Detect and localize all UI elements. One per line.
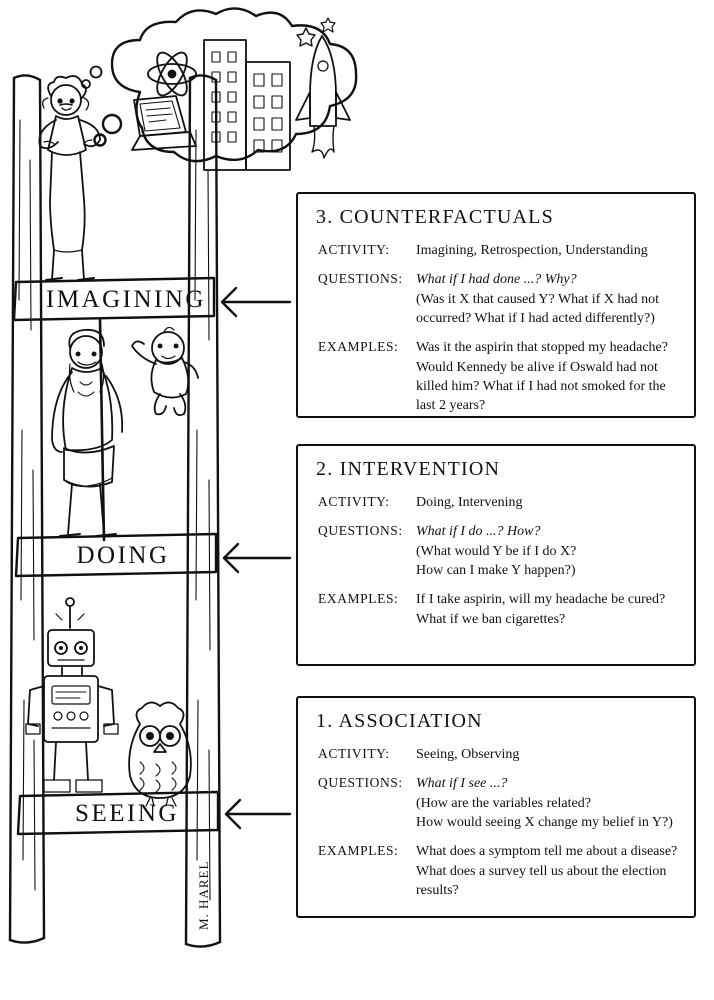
- row-examples: [312, 338, 680, 415]
- question-sub-1: (What would Y be if I do X?: [416, 543, 577, 559]
- example-2: What if we ban cigarettes?: [416, 611, 566, 627]
- rung-label-seeing: SEEING: [75, 800, 179, 827]
- rung-label-doing: DOING: [76, 542, 170, 569]
- row-questions: [312, 774, 680, 832]
- artist-signature: M. HAREL: [196, 860, 211, 930]
- row-key-examples: EXAMPLES:: [318, 591, 399, 607]
- row-value-questions: [416, 522, 680, 580]
- panel-title-association: 1. ASSOCIATION: [316, 710, 483, 732]
- row-key-examples: EXAMPLES:: [318, 339, 399, 355]
- row-questions: [312, 522, 680, 580]
- panel-title-counterfactuals: 3. COUNTERFACTUALS: [316, 206, 554, 228]
- row-activity: [312, 241, 680, 260]
- panel-counterfactuals: [296, 192, 696, 418]
- row-value-examples: What does a symptom tell me about a disease? What does a survey tell us about the election results?: [416, 844, 678, 898]
- row-activity: [312, 493, 680, 512]
- row-value-activity: Imagining, Retrospection, Understanding: [416, 243, 648, 258]
- row-key-questions: QUESTIONS:: [318, 271, 403, 287]
- row-key-questions: QUESTIONS:: [318, 523, 403, 539]
- row-value-examples: [416, 590, 680, 629]
- question-main: What if I do ...? How?: [416, 524, 541, 540]
- row-value-activity: Seeing, Observing: [416, 747, 520, 762]
- question-main: What if I had done ...? Why?: [416, 272, 577, 288]
- panel-title-intervention: 2. INTERVENTION: [316, 458, 501, 480]
- row-key-questions: QUESTIONS:: [318, 775, 403, 791]
- row-value-questions: [416, 774, 680, 832]
- panel-intervention: [296, 444, 696, 666]
- row-value-activity: Doing, Intervening: [416, 495, 523, 510]
- rung-label-imagining: IMAGINING: [46, 286, 206, 313]
- row-value-examples: Was it the aspirin that stopped my headache? Would Kennedy be alive if Oswald had not killed him? What if I had not smoked for the last 2 years?: [416, 340, 668, 414]
- row-key-examples: EXAMPLES:: [318, 843, 399, 859]
- row-key-activity: ACTIVITY:: [318, 746, 390, 761]
- row-key-activity: ACTIVITY:: [318, 242, 390, 257]
- question-main: What if I see ...?: [416, 776, 508, 792]
- row-key-activity: ACTIVITY:: [318, 494, 390, 509]
- row-questions: [312, 270, 680, 328]
- question-sub-2: How would seeing X change my belief in Y?): [416, 814, 673, 830]
- panel-association: [296, 696, 696, 918]
- example-1: If I take aspirin, will my headache be cured?: [416, 592, 666, 608]
- row-examples: [312, 842, 680, 900]
- row-activity: [312, 745, 680, 764]
- question-sub-2: How can I make Y happen?): [416, 562, 576, 578]
- row-value-questions: [416, 270, 680, 328]
- question-sub-1: (How are the variables related?: [416, 795, 591, 811]
- row-examples: [312, 590, 680, 629]
- question-sub: (Was it X that caused Y? What if X had not occurred? What if I had acted differently?): [416, 291, 660, 326]
